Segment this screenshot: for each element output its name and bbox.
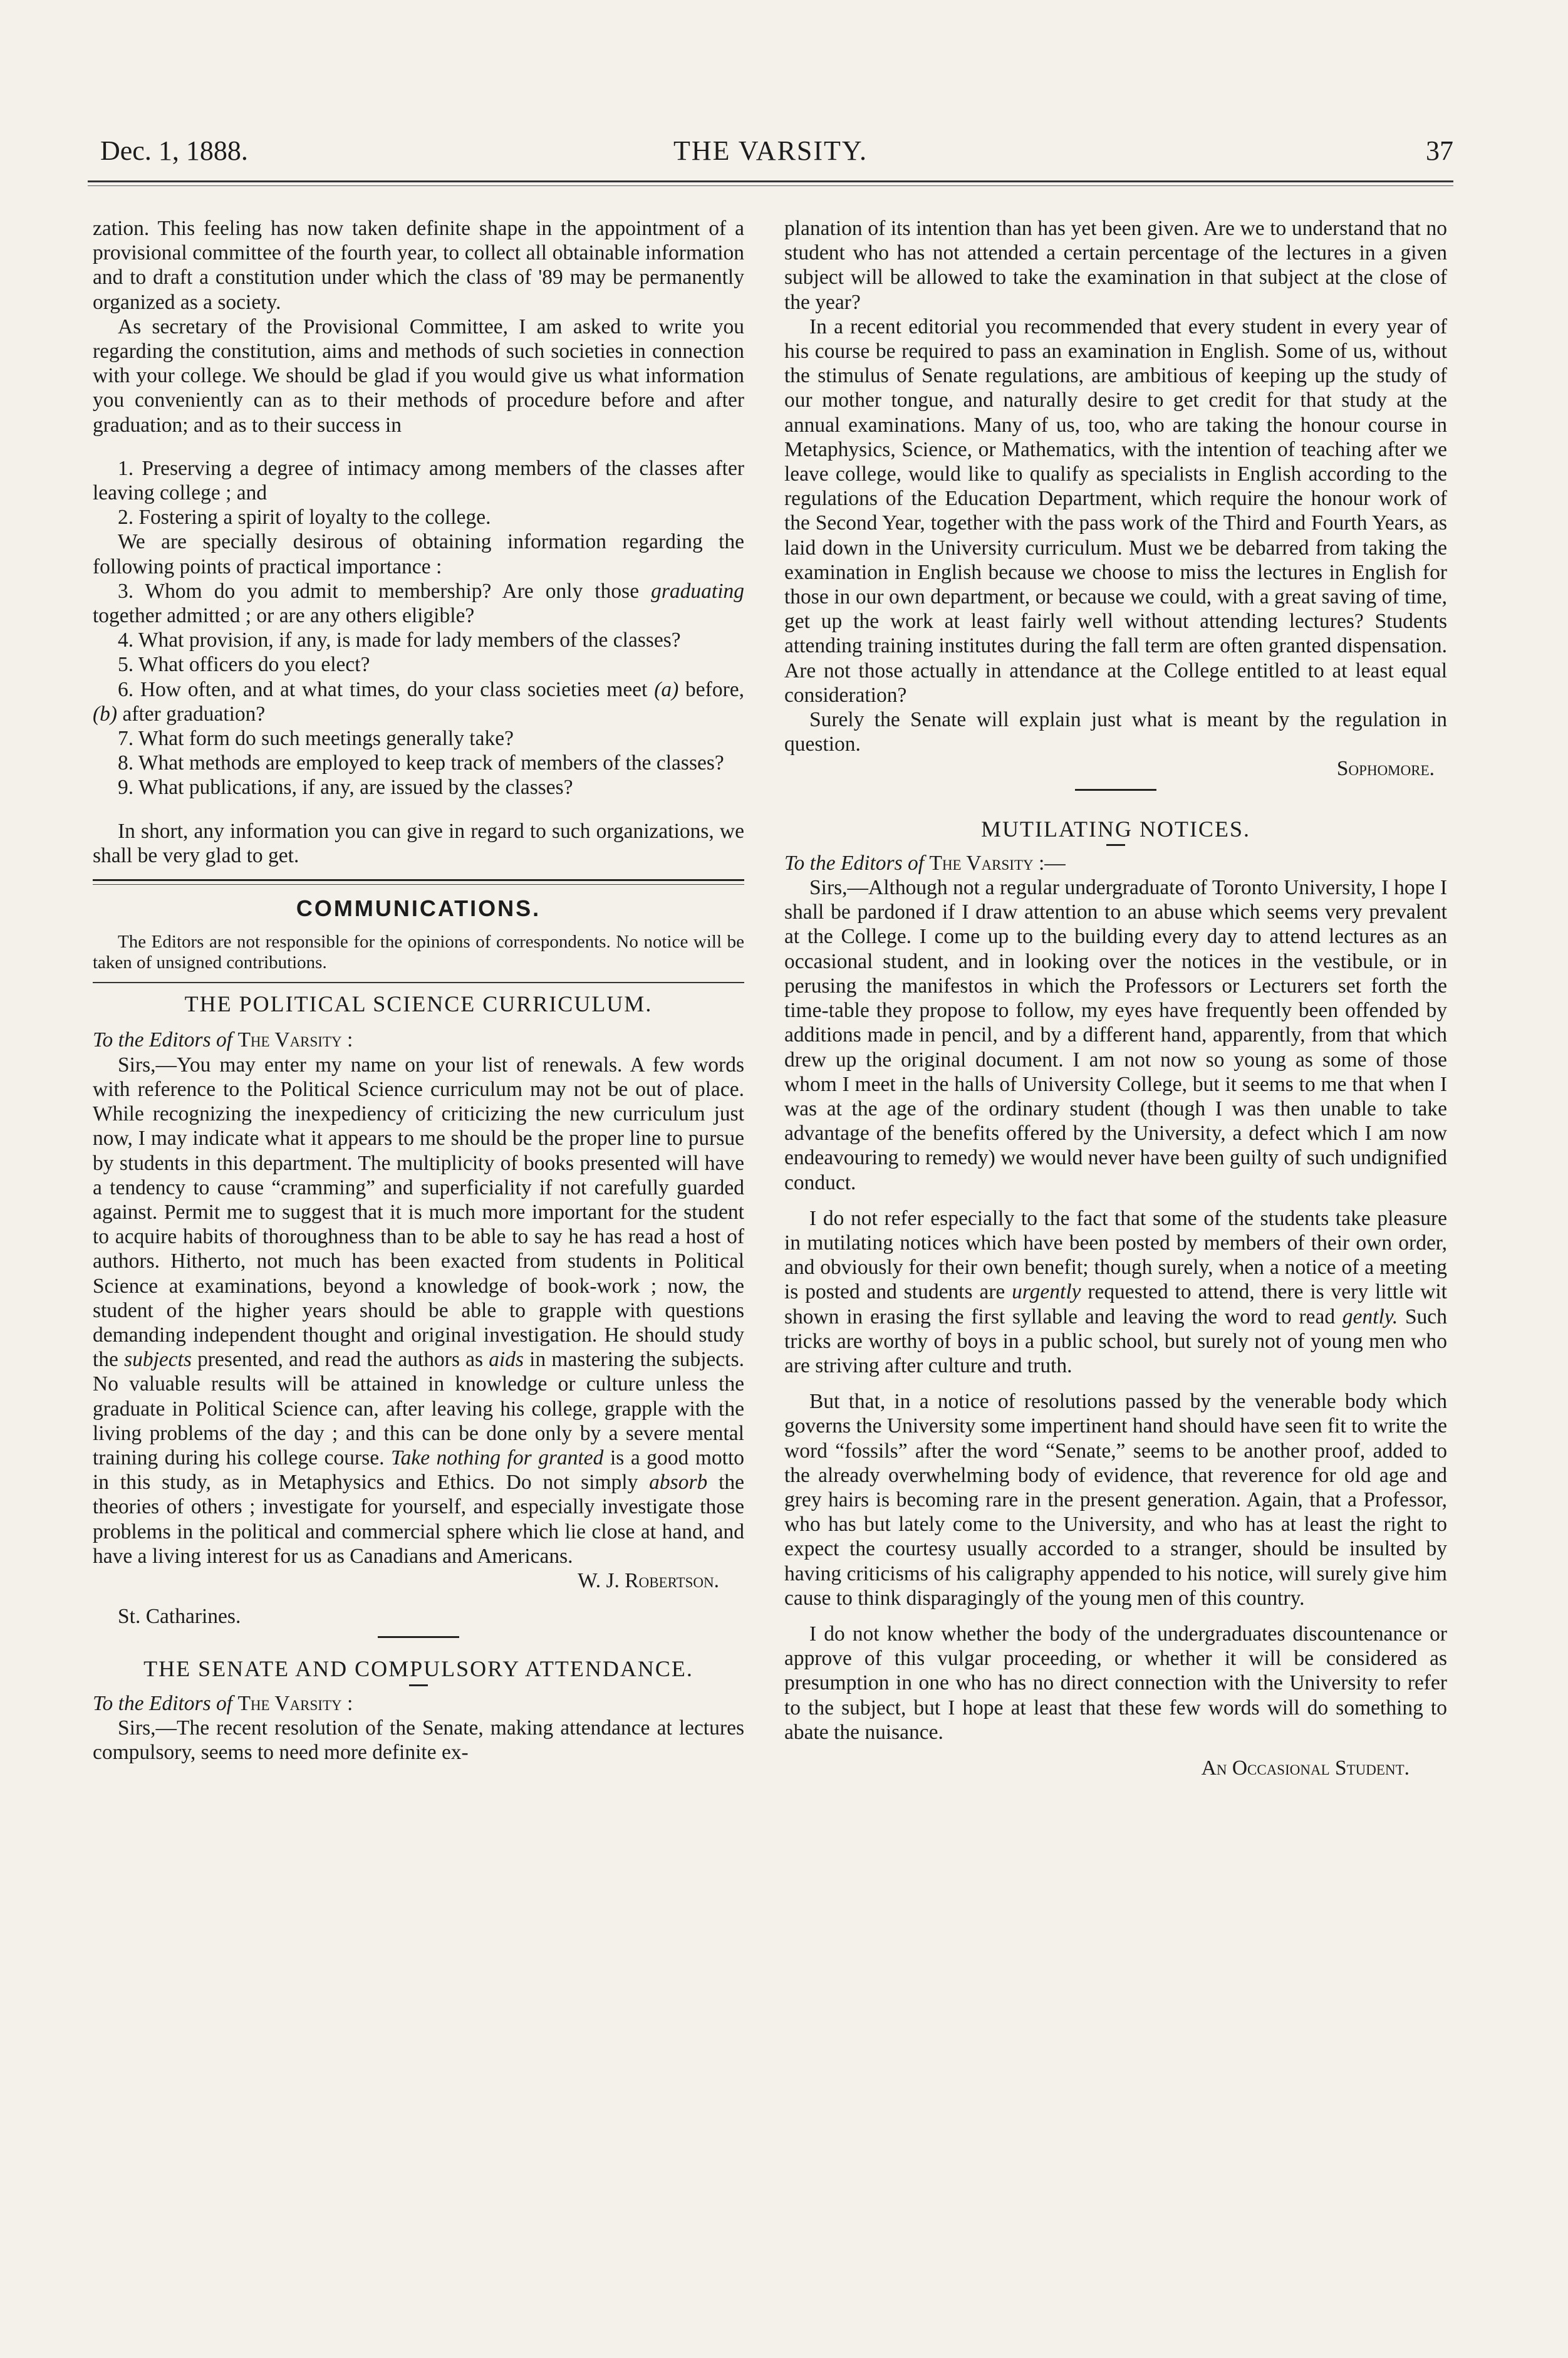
header-rule-thin bbox=[88, 185, 1453, 186]
article-paragraph: But that, in a notice of resolutions passed by the venerable body which governs the University some impertinent hand should have seen fit to write the word “fossils” after the word “Senate,” seems to be another proof, added to the already overwhelming body of evidence, that reverence for old age and grey hairs is becoming rare in the present generation. Again, that a Professor, who has but lately come to the University, and who has at least the right to expect the courtesy usually accorded to a stranger, should be insulted by having criticisms of his caligraphy appended to his notice, will surely give him cause to think disparagingly of the young men of this country. bbox=[784, 1390, 1447, 1610]
article-paragraph: I do not know whether the body of the undergraduates discountenance or approve of this vulgar proceeding, or whether it will be considered as presumption in one who has no direct connection with the University to refer to the subject, but I hope at least that these few words will do something to abate the nuisance. bbox=[784, 1622, 1447, 1744]
page-number: 37 bbox=[1426, 135, 1453, 166]
list-item: 4. What provision, if any, is made for lady members of the classes? bbox=[118, 629, 681, 652]
article-heading: MUTILATING NOTICES. bbox=[981, 816, 1250, 842]
signature: Sophomore. bbox=[1336, 757, 1435, 781]
salutation: To the Editors of The Varsity : bbox=[93, 1691, 353, 1715]
list-item: 6. How often, and at what times, do your class societies meet (a) before, (b) after graduation? bbox=[93, 677, 744, 726]
divider bbox=[1075, 789, 1156, 791]
article-paragraph: planation of its intention than has yet been given. Are we to understand that no student who has not attended a certain percentage of the lectures in a given subject will be allowed to take the examination in that subject at the close of the year? bbox=[784, 217, 1447, 314]
letter-paragraph: In short, any information you can give in regard to such organizations, we shall be very glad to get. bbox=[93, 819, 744, 867]
article-paragraph: Surely the Senate will explain just what is meant by the regulation in question. bbox=[784, 708, 1447, 756]
list-item: 2. Fostering a spirit of loyalty to the college. bbox=[118, 506, 491, 530]
article-heading: THE SENATE AND COMPULSORY ATTENDANCE. bbox=[143, 1656, 693, 1682]
divider bbox=[409, 1684, 428, 1686]
divider bbox=[93, 982, 744, 983]
letter-paragraph: As secretary of the Provisional Committee, I am asked to write you regarding the constitution, aims and methods of such societies in connection with your college. We should be glad if you would give us what information you conveniently can as to their methods of procedure before and after graduation; and as to their success in bbox=[93, 315, 744, 437]
article-paragraph: In a recent editorial you recommended that every student in every year of his course be required to pass an examination in English. Some of us, without the stimulus of Senate regulations, are ambitious of keeping up the study of our mother tongue, and naturally desire to get credit for that study at the annual examinations. Many of us, too, who are taking the honour course in Metaphysics, Science, or Mathematics, with the intention of teaching after we leave college, would like to qualify as specialists in English according to the regulations of the Education Department, which require the honour work of the Second Year, together with the pass work of the Third and Fourth Years, as laid down in the University curriculum. Must we be debarred from taking the examination in English because we choose to miss the lectures in English for those in our own department, or because we could, with a great saving of time, get up the work at least fairly well without attending lectures? Students attending training institutes during the fall term are often granted dispensation. Are not those actually in attendance at the College entitled to at least equal consideration? bbox=[784, 315, 1447, 707]
issue-date: Dec. 1, 1888. bbox=[100, 135, 248, 166]
article-paragraph: Sirs,—Although not a regular undergraduate of Toronto University, I hope I shall be pardoned if I draw attention to an abuse which seems very prevalent at the College. I come up to the building every day to attend lectures as an occasional student, and in looking over the notices in the vestibule, or in perusing the manifestos in which the Professors or Lecturers set forth the time-table they propose to follow, my eyes have frequently been offended by additions made in pencil, and by a different hand, apparently, from that which drew up the original document. I am not now so young as some of those whom I meet in the halls of University College, but it seems to me that when I was at the age of the ordinary student (though I was then unable to take advantage of the benefits offered by the University, a defect which I am now endeavouring to remedy) we would never have been guilty of such undignified conduct. bbox=[784, 876, 1447, 1194]
list-item: 8. What methods are employed to keep track of members of the classes? bbox=[118, 751, 724, 775]
list-item: 3. Whom do you admit to membership? Are only those graduating together admitted ; or are any others eligible? bbox=[93, 579, 745, 628]
list-item: 9. What publications, if any, are issued by the classes? bbox=[118, 776, 573, 800]
left-column bbox=[93, 216, 744, 1765]
article-heading: THE POLITICAL SCIENCE CURRICULUM. bbox=[184, 991, 653, 1017]
list-item: 5. What officers do you elect? bbox=[118, 653, 370, 677]
place-line: St. Catharines. bbox=[118, 1605, 241, 1629]
page-header bbox=[88, 128, 1453, 172]
letter-paragraph: We are specially desirous of obtaining information regarding the following points of practical importance : bbox=[93, 530, 744, 578]
divider bbox=[1106, 844, 1125, 846]
salutation: To the Editors of The Varsity :— bbox=[784, 851, 1066, 875]
list-item: 7. What form do such meetings generally take? bbox=[118, 727, 514, 751]
section-divider bbox=[93, 879, 744, 885]
article-paragraph: I do not refer especially to the fact that some of the students take pleasure in mutilating notices which have been posted by members of their own order, and obviously for their own benefit; though surely, when a notice of a meeting is posted and students are urgently requested to attend, there is very little wit shown in erasing the first syllable and leaving the word to read gently. Such tricks are worthy of boys in a public school, but surely not of young men who are striving after culture and truth. bbox=[784, 1206, 1448, 1377]
editorial-note: The Editors are not responsible for the opinions of correspondents. No notice will be taken of unsigned contributions. bbox=[93, 932, 744, 973]
divider bbox=[378, 1636, 459, 1638]
section-heading: COMMUNICATIONS. bbox=[296, 895, 541, 922]
list-item: 1. Preserving a degree of intimacy among members of the classes after leaving college ; and bbox=[93, 456, 744, 505]
right-column bbox=[784, 216, 1447, 1780]
article-paragraph: Sirs,—You may enter my name on your list of renewals. A few words with reference to the Political Science curriculum may not be out of place. While recognizing the inexpediency of criticizing the new curriculum just now, I may indicate what it appears to me should be the proper line to pursue by students in this department. The multiplicity of books presented will have a tendency to cause “cramming” and superficiality if not carefully guarded against. Permit me to suggest that it is much more important for the student to acquire habits of thoroughness than to be able to say he has read a host of authors. Hitherto, not much has been exacted from students in Political Science at examinations, beyond a knowledge of book-work ; now, the student of the higher years should be able to grapple with questions demanding independent thought and original investigation. He should study the subjects presented, and read the authors as aids in mastering the subjects. No valuable results will be attained in knowledge or culture unless the graduate in Political Science can, after leaving his college, grapple with the living problems of the day ; and this can be done only by a severe mental training during his college course. Take nothing for granted is a good motto in this study, as in Metaphysics and Ethics. Do not simply absorb the theories of others ; investigate for yourself, and especially investigate those problems in the political and commercial sphere which lie close at hand, and have a living interest for us as Canadians and Americans. bbox=[93, 1053, 745, 1568]
header-rule bbox=[88, 180, 1453, 182]
letter-intro-paragraph: zation. This feeling has now taken definite shape in the appointment of a provisional committee of the fourth year, to collect all obtainable information and to draft a constitution under which the class of '89 may be permanently organized as a society. bbox=[93, 217, 744, 314]
publication-title: THE VARSITY. bbox=[673, 135, 868, 166]
signature: W. J. Robertson. bbox=[578, 1568, 719, 1592]
article-paragraph: Sirs,—The recent resolution of the Senate, making attendance at lectures compulsory, seems to need more definite ex- bbox=[93, 1716, 744, 1764]
salutation: To the Editors of The Varsity : bbox=[93, 1028, 353, 1052]
signature: An Occasional Student. bbox=[1201, 1756, 1410, 1780]
